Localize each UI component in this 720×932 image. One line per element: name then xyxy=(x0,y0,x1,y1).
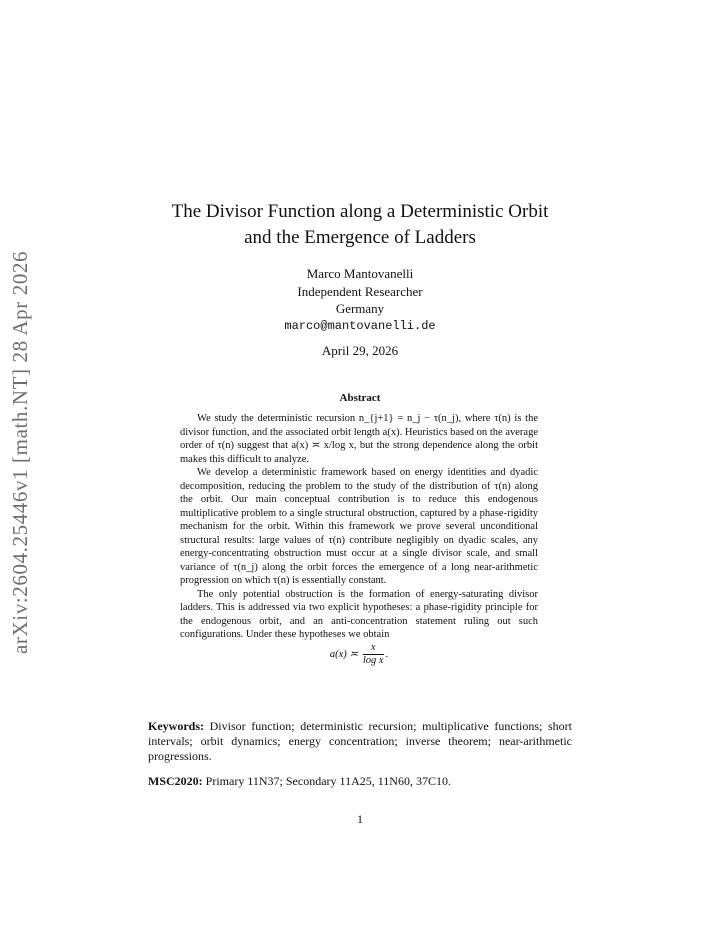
author-block xyxy=(200,265,520,335)
author-name: Marco Mantovanelli xyxy=(306,266,414,281)
author-email[interactable]: marco@mantovanelli.de xyxy=(284,318,436,333)
keywords-label: Keywords: xyxy=(148,719,204,733)
author-affiliation: Independent Researcher xyxy=(297,283,423,299)
msc-text: Primary 11N37; Secondary 11A25, 11N60, 37C10. xyxy=(205,774,451,788)
abstract-heading: Abstract xyxy=(339,392,381,404)
page-number: 1 xyxy=(357,812,363,826)
abstract-body xyxy=(180,412,538,667)
paper-date: April 29, 2026 xyxy=(321,343,399,358)
formula-numerator: x xyxy=(363,642,384,655)
msc-classification xyxy=(148,774,572,789)
keywords-text: Divisor function; deterministic recursion; multiplicative functions; short intervals; orbit dynamics; energy concentration; inverse theorem; near-arithmetic progressions. xyxy=(148,719,573,763)
author-country: Germany xyxy=(335,301,385,316)
keywords xyxy=(148,719,572,764)
title-line-2: and the Emergence of Ladders xyxy=(244,227,476,248)
abstract-paragraph-1: We study the deterministic recursion n_{j+1} = n_j − τ(n_j), where τ(n) is the divisor function, and the associated orbit length a(x). Heuristics based on the average order of τ(n) suggest that a(x) ≍ x/log x, but the strong dependence along the orbit makes this difficult to analyze. xyxy=(180,413,538,465)
arxiv-identifier: arXiv:2604.25446v1 [math.NT] 28 Apr 2026 xyxy=(8,250,32,654)
paper-title xyxy=(100,199,620,251)
abstract-paragraph-3: The only potential obstruction is the formation of energy-saturating divisor ladders. This is addressed via two explicit hypotheses: a phase-rigidity principle for the endogenous orbit, and an anti-concentration statement ruling out such configurations. Under these hypotheses we obtain xyxy=(180,588,538,640)
display-formula xyxy=(180,642,538,667)
title-line-1: The Divisor Function along a Deterministic Orbit xyxy=(171,201,549,222)
abstract-paragraph-2: We develop a deterministic framework based on energy identities and dyadic decomposition, reducing the problem to the study of the distribution of τ(n) along the orbit. Our main conceptual contribution is to reduce this endogenous multiplicative problem to a single structural obstruction, captured by a phase-rigidity mechanism for the orbit. Within this framework we prove several unconditional structural results: large values of τ(n) contribute negligibly on dyadic scales, any energy-concentrating obstruction must occur at a single divisor scale, and small variance of τ(n_j) along the orbit forces the emergence of a long near-arithmetic progression on which τ(n) is essentially constant. xyxy=(180,467,538,586)
formula-fraction xyxy=(363,642,384,667)
msc-label: MSC2020: xyxy=(148,774,203,788)
formula-lhs: a(x) ≍ xyxy=(329,648,359,660)
formula-end: . xyxy=(385,648,389,660)
formula-denominator: log x xyxy=(362,654,384,666)
